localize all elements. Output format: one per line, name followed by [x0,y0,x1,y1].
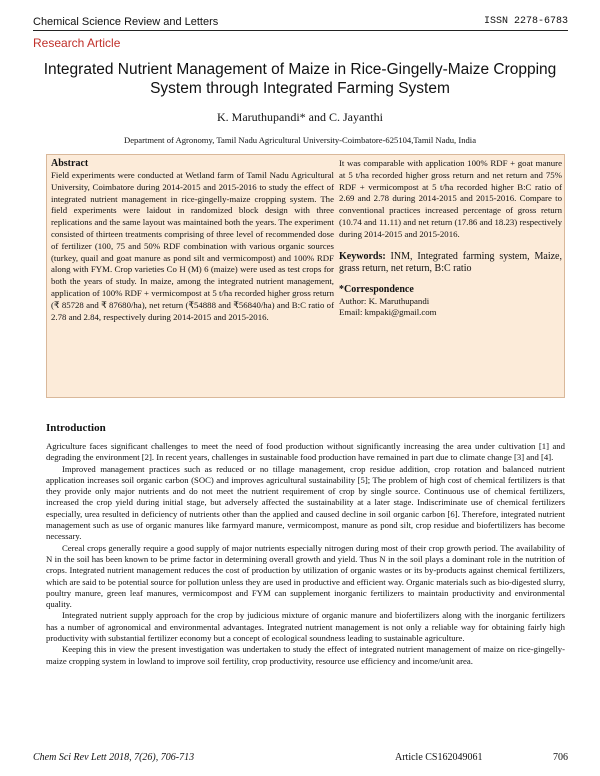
abstract-continued-text: It was comparable with application 100% RDF + goat manure at 5 t/ha recorded higher gross return and net return and 75% RDF + vermicompost at 5 t/ha recorded higher B:C ratio of 2.69 and 2.78 during 2014-2015 and 2015-2016. Compare to conventional practices increased percentage of gross return (10.74 and 11.11) and net return (17.86 and 18.23) respectively during 2014-2015 and 2015-2016. [339,158,562,239]
paper-title: Integrated Nutrient Management of Maize in Rice-Gingelly-Maize Cropping System through Integrated Farming System [43,61,557,97]
journal-name: Chemical Science Review and Letters [33,16,219,28]
intro-paragraph-2: Improved management practices such as reduced or no tillage management, crop residue addition, crop rotation and balanced nutrient application increases soil organic carbon (SOC) and improves agricultural sustainability [5]; The problem of high cost of chemical fertilizers is that they provide only major nutrients and do not meet the nutrient requirement of crop by single source. Continuous use of chemical fertilizers, increased the crop yield during initial stage, but adversely affected the sustainability at a later stage. Indiscriminate use of chemical fertilizers especially, urea resulted in deficiency of nutrients other than the applied and caused decline in soil organic carbon [6]. Therefore, integrated nutrient management such as use of organic manures like farmyard manure, vermicompost, manure as pond silt, crop residue and biofertilizers has become necessary. [46,463,565,542]
intro-paragraph-1: Agriculture faces significant challenges to meet the need of food production without significantly increasing the area under cultivation [1] and degrading the environment [2]. In recent years, challenges in sustainable food production have remained in part due to climate change [3] and [4]. [46,441,565,463]
introduction-heading: Introduction [46,422,106,434]
footer-citation: Chem Sci Rev Lett 2018, 7(26), 706-713 [33,752,195,763]
keywords-label: Keywords: [339,250,386,262]
correspondence-heading: *Correspondence [339,283,414,295]
authors: K. Maruthupandi* and C. Jayanthi [217,110,383,124]
keywords-list: INM, Integrated farming system, Maize, grass return, net return, B:C ratio [339,250,562,274]
abstract-text: Field experiments were conducted at Wetland farm of Tamil Nadu Agricultural University, Coimbatore during 2014-2015 and 2015-2016 to study the effect of integrated nutrient management in rice-gingelly-maize cropping system. The field experiments were laidout in randomized block design with three replications and the same layout was maintained both the years. The experiment consisted of thirteen treatments comprising of three level of recommended dose of fertilizer (100, 75 and 50% RDF combination with various organic sources (turkey, quail and goat manure as pond silt and vermicompost) and 100% RDF along with FYM. Crop varieties Co H (M) 6 (maize) were used as test crops for both the years of study. In maize, among the integrated nutrient management, application of 100% RDF + vermicompost at 5 t/ha recorded higher gross return (₹ 85728 and ₹ 87680/ha), net return (₹54888 and ₹56840/ha) and B:C ratio of 2.78 and 2.84, respectively during 2014-2015 and 2015-2016. [51,170,334,322]
issn: ISSN 2278-6783 [483,16,568,27]
abstract-box [46,154,565,398]
affiliation: Department of Agronomy, Tamil Nadu Agricultural University-Coimbatore-625104,Tamil Nadu, India [123,135,477,145]
abstract-left-column [51,158,334,323]
intro-paragraph-3: Cereal crops generally require a good supply of major nutrients especially nitrogen during most of their crop growth period. The availability of N in the soil has been known to be prime factor in determining overall growth and yield. Thus N in the soil plays a dominant role in the nutrition of crops. Integrated nutrient management reduces the cost of production by utilization of organic wastes or its by-products against chemical fertilizers, which are said to be potential source for pollution unless they are used in productive and efficient way. Organic materials such as bio-digested slurry, poultry manure, green leaf manures, vermicompost and FYM can supplement inorganic fertilizers to maintain productivity and environmental quality. [46,542,565,610]
intro-paragraph-4: Integrated nutrient supply approach for the crop by judicious mixture of organic manure and biofertilizers along with the inorganic fertilizers has a number of agronomical and environmental advantages. Integrated nutrient management is not only a reliable way for obtaining fairly high productivity with substantial fertilizer economy but a concept of ecological soundness leading to sustainable agriculture. [46,610,565,644]
correspondence-author: Author: K. Maruthupandi [339,295,430,306]
correspondence-email[interactable]: Email: kmpaki@gmail.com [339,307,437,318]
header-divider [33,30,568,31]
footer-article-id: Article CS162049061 [395,752,483,763]
keywords [339,251,562,275]
abstract-right-column [339,158,562,319]
intro-paragraph-5: Keeping this in view the present investigation was undertaken to study the effect of integrated nutrient management of maize on rice-gingelly-maize cropping system in lowland to improve soil fertility, crop productivity, resource use efficiency and income/unit area. [46,644,565,666]
introduction-body [46,441,565,667]
page-number: 706 [553,752,568,763]
article-type: Research Article [33,36,121,50]
abstract-heading: Abstract [51,158,89,169]
